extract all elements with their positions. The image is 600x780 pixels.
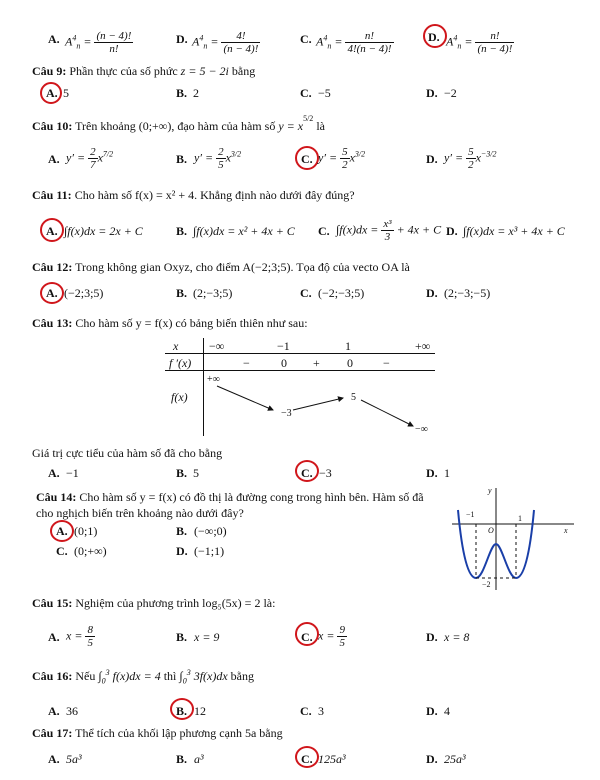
table-f-4: −∞ [415, 424, 428, 435]
q9-option-b: B. [176, 86, 188, 100]
q11-value-a: ∫f(x)dx = 2x + C [64, 224, 143, 238]
q10-option-c: C. [301, 152, 313, 166]
q12-value-b: (2;−3;5) [193, 286, 233, 300]
q16-value-c: 3 [318, 704, 324, 718]
q9-option-a: A. [46, 86, 58, 100]
q11-option-c: C. [318, 224, 330, 238]
top-a-den: n! [109, 43, 119, 56]
q17-option-a: A. [48, 752, 60, 766]
q15-value-d: x = 8 [444, 630, 470, 644]
q9-value-b: 2 [193, 86, 199, 100]
q15-value-a: x = $\frac{8}{5}$ [66, 624, 93, 650]
q10-option-a: A. [48, 152, 60, 166]
top-c-num: n! [345, 30, 393, 43]
q11-option-b: B. [176, 224, 188, 238]
q16-value-b: 12 [194, 704, 206, 718]
table-f-1: +∞ [207, 374, 220, 385]
variation-table [165, 338, 435, 436]
table-f-3: 5 [351, 392, 356, 403]
q13-option-b: B. [176, 466, 188, 480]
q10-value-d: y′ = $\frac{5}{2}$ $x^{-3/2}$ [444, 146, 497, 172]
q14-value-c: (0;+∞) [74, 544, 107, 558]
arrow-down-1 [217, 386, 273, 410]
arrow-down-2 [361, 400, 413, 426]
q16-option-b: B. [176, 704, 188, 718]
top-option-c-expr: $A^4_n$ = $\frac{n!}{4!(n - 4)!}$ [316, 30, 392, 56]
top-option-d-expr: $A^4_n$ = $\frac{n!}{(n - 4)!}$ [446, 30, 513, 56]
top-option-a-expr: $A^4_n$ = $\frac{(n - 4)!}{n!}$ [65, 30, 132, 56]
q17-value-a: 5a³ [66, 752, 82, 766]
q17-value-c: 125a³ [318, 752, 346, 766]
top-c-den: 4!(n − 4)! [347, 43, 392, 56]
q17-value-d: 25a³ [444, 752, 466, 766]
top-option-d: D. [428, 30, 440, 44]
q9-value-a: 5 [63, 86, 69, 100]
table-x-1: −∞ [209, 339, 225, 353]
q13-value-b: 5 [193, 466, 199, 480]
q13-value-d: 1 [444, 466, 450, 480]
q13-option-a: A. [48, 466, 60, 480]
q9-option-d: D. [426, 86, 438, 100]
table-fprime-label: f ′(x) [169, 356, 192, 370]
q15-value-b: x = 9 [194, 630, 220, 644]
q17-option-b: B. [176, 752, 188, 766]
graph-origin-label: O [488, 526, 494, 535]
q14-option-d: D. [176, 544, 188, 558]
q9-option-c: C. [300, 86, 312, 100]
q13-option-d: D. [426, 466, 438, 480]
q11-value-d: ∫f(x)dx = x³ + 4x + C [463, 224, 565, 238]
table-sign-4: 0 [347, 356, 353, 370]
question-9: Câu 9: Phần thực của số phức z = 5 − 2i bằng [32, 64, 256, 78]
table-f-label: f(x) [171, 390, 188, 404]
table-sign-5: − [383, 356, 390, 370]
q15-value-c: x = $\frac{9}{5}$ [318, 624, 345, 650]
table-sign-1: − [243, 356, 250, 370]
top-d-den: (n − 4)! [477, 43, 513, 56]
q13-value-a: −1 [66, 466, 79, 480]
table-x-2: −1 [277, 339, 290, 353]
function-graph [448, 484, 578, 594]
table-sign-3: + [313, 356, 320, 370]
q9-value-c: −5 [318, 86, 331, 100]
q16-option-c: C. [300, 704, 312, 718]
q14-option-a: A. [56, 524, 68, 538]
graph-minus2-label: −2 [482, 580, 491, 589]
q12-option-b: B. [176, 286, 188, 300]
q15-option-a: A. [48, 630, 60, 644]
table-sign-2: 0 [281, 356, 287, 370]
top-b-num: 4! [221, 30, 260, 43]
question-14: Câu 14: Cho hàm số y = f(x) có đồ thị là đường cong trong hình bên. Hàm số đã [36, 490, 424, 504]
question-12: Câu 12: Trong không gian Oxyz, cho điểm A(−2;3;5). Tọa độ của vecto OA là [32, 260, 410, 274]
top-a-num: (n − 4)! [96, 30, 132, 42]
q17-value-b: a³ [194, 752, 204, 766]
q12-value-c: (−2;−3;5) [318, 286, 365, 300]
top-b-den: (n − 4)! [223, 43, 259, 56]
q16-option-a: A. [48, 704, 60, 718]
q14-option-c: C. [56, 544, 68, 558]
q10-value-a: y′ = $\frac{2}{7}$ $x^{7/2}$ [66, 146, 114, 172]
q12-option-d: D. [426, 286, 438, 300]
q14-value-d: (−1;1) [194, 544, 225, 558]
graph-minus1-label: −1 [466, 510, 475, 519]
q17-option-d: D. [426, 752, 438, 766]
q11-option-a: A. [46, 224, 58, 238]
graph-plus1-label: 1 [518, 514, 522, 523]
table-x-label: x [173, 339, 179, 353]
q15-option-d: D. [426, 630, 438, 644]
table-f-2: −3 [281, 408, 292, 419]
q16-value-d: 4 [444, 704, 450, 718]
q14-value-b: (−∞;0) [194, 524, 227, 538]
q10-value-b: y′ = $\frac{2}{5}$ $x^{3/2}$ [194, 146, 242, 172]
q14-option-b: B. [176, 524, 188, 538]
q10-option-b: B. [176, 152, 188, 166]
q10-value-c: y′ = $\frac{5}{2}$ $x^{3/2}$ [318, 146, 366, 172]
q12-option-a: A. [46, 286, 58, 300]
top-d-num: n! [475, 30, 514, 43]
q17-option-c: C. [301, 752, 313, 766]
q14-value-a: (0;1) [74, 524, 98, 538]
q15-option-b: B. [176, 630, 188, 644]
q11-option-d: D. [446, 224, 458, 238]
question-11: Câu 11: Cho hàm số f(x) = x² + 4. Khẳng định nào dưới đây đúng? [32, 188, 355, 202]
table-arrows [165, 338, 435, 436]
graph-x-label: x [564, 526, 568, 535]
q12-option-c: C. [300, 286, 312, 300]
question-16: Câu 16: Nếu $\int_0^3$ f(x)dx = 4 thì $\int_0^3$ 3f(x)dx bằng [32, 668, 254, 686]
top-option-b-expr: $A^4_n$ = $\frac{4!}{(n - 4)!}$ [192, 30, 259, 56]
q11-value-b: ∫f(x)dx = x² + 4x + C [193, 224, 295, 238]
question-10: Câu 10: Trên khoảng (0;+∞), đạo hàm của hàm số $y = x^{5/2}$ là [32, 114, 325, 133]
top-option-b: D. [176, 32, 188, 46]
q13-question: Giá trị cực tiểu của hàm số đã cho bằng [32, 446, 223, 460]
q12-value-a: (−2;3;5) [64, 286, 104, 300]
table-x-4: +∞ [415, 339, 431, 353]
q16-value-a: 36 [66, 704, 78, 718]
table-x-3: 1 [345, 339, 351, 353]
question-13: Câu 13: Cho hàm số y = f(x) có bảng biến thiên như sau: [32, 316, 308, 330]
q13-option-c: C. [301, 466, 313, 480]
graph-y-label: y [488, 486, 492, 495]
q12-value-d: (2;−3;−5) [444, 286, 491, 300]
q13-value-c: −3 [319, 466, 332, 480]
top-option-a: A. [48, 32, 60, 46]
q16-option-d: D. [426, 704, 438, 718]
q9-value-d: −2 [444, 86, 457, 100]
top-option-c: C. [300, 32, 312, 46]
arrow-up [293, 398, 343, 410]
question-14-line2: cho nghịch biến trên khoảng nào dưới đây? [36, 506, 244, 520]
question-17: Câu 17: Thể tích của khối lập phương cạnh 5a bằng [32, 726, 283, 740]
q11-value-c: ∫f(x)dx = $\frac{\text{x³}}{3}$ + 4x + C [336, 218, 442, 244]
q10-option-d: D. [426, 152, 438, 166]
q15-option-c: C. [301, 630, 313, 644]
question-15: Câu 15: Nghiệm của phương trình log₅(5x) = 2 là: [32, 596, 276, 610]
